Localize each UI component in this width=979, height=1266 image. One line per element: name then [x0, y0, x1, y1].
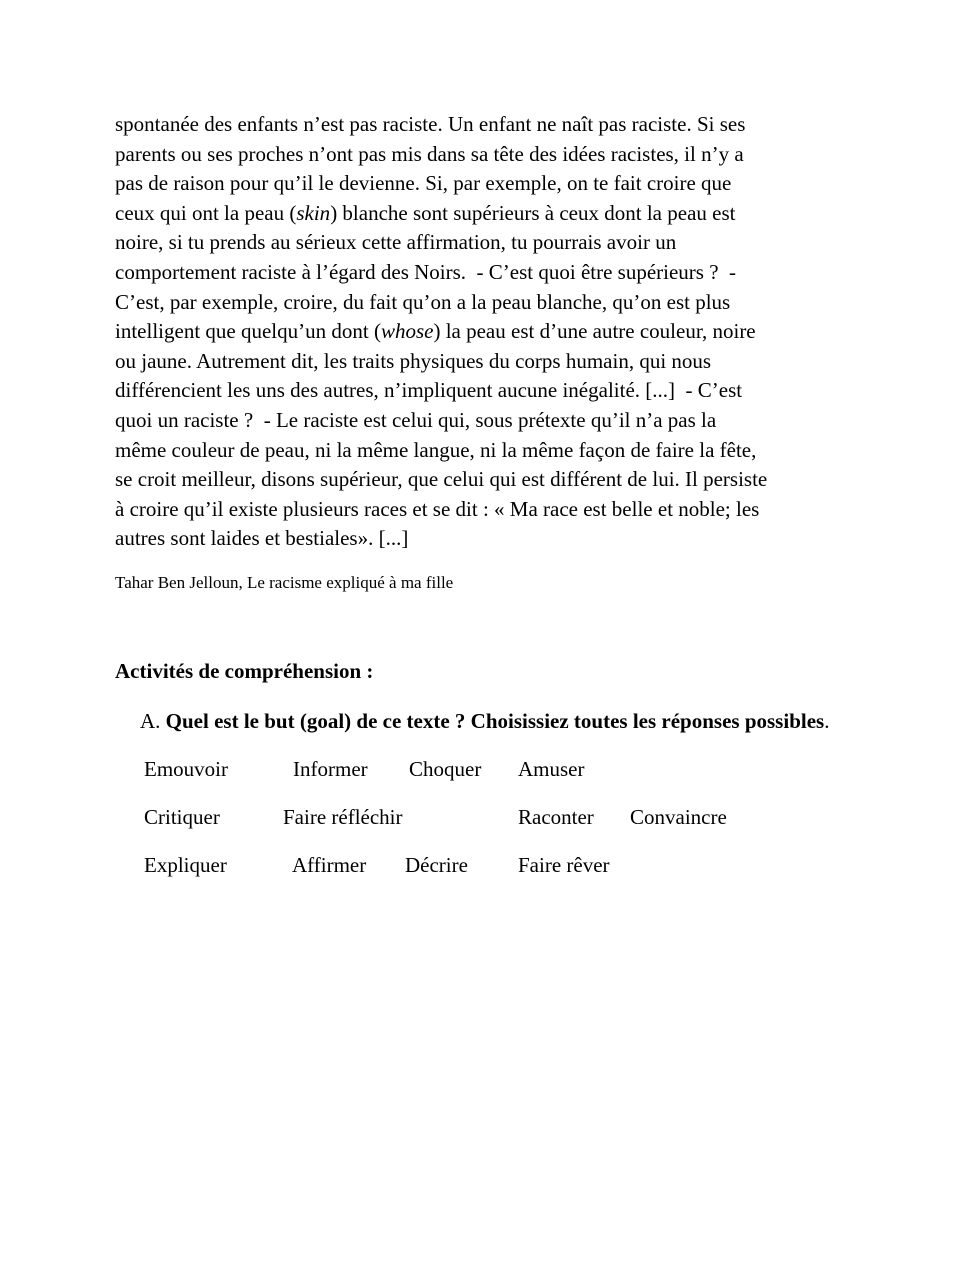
reading-passage [115, 110, 860, 554]
passage-line: spontanée des enfants n’est pas raciste. Un enfant ne naît pas raciste. Si ses [115, 112, 746, 136]
passage-line: différencient les uns des autres, n’impliquent aucune inégalité. [...] - C’est [115, 378, 743, 403]
passage-line: ou jaune. Autrement dit, les traits physiques du corps humain, qui nous [115, 348, 712, 373]
passage-line: comportement raciste à l’égard des Noirs. - C’est quoi être supérieurs ? - [115, 259, 737, 284]
option-informer: Informer [293, 756, 368, 781]
passage-line: quoi un raciste ? - Le raciste est celui qui, sous prétexte qu’il n’a pas la [115, 407, 717, 432]
page-content [115, 110, 860, 880]
passage-line: intelligent que quelqu’un dont (whose) la peau est d’une autre couleur, noire [115, 319, 756, 344]
option-expliquer: Expliquer [144, 852, 227, 877]
option-affirmer: Affirmer [292, 852, 367, 877]
passage-line: même couleur de peau, ni la même langue, ni la même façon de faire la fête, [115, 437, 757, 462]
passage-line: se croit meilleur, disons supérieur, que celui qui est différent de lui. Il persiste [115, 467, 768, 492]
passage-line: parents ou ses proches n’ont pas mis dans sa tête des idées racistes, il n’y a [115, 141, 744, 166]
options-row-1 [115, 755, 860, 784]
question-prompt: Quel est le but (goal) de ce texte ? Choisissiez toutes les réponses possibles [165, 708, 825, 733]
options-row-2 [115, 803, 860, 832]
option-decrire: Décrire [405, 852, 468, 877]
citation: Tahar Ben Jelloun, Le racisme expliqué à ma fille [115, 572, 454, 592]
option-faire-reflechir: Faire réfléchir [283, 804, 403, 829]
passage-line: à croire qu’il existe plusieurs races et se dit : « Ma race est belle et noble; les [115, 496, 760, 521]
question-a [115, 707, 860, 736]
option-emouvoir: Emouvoir [144, 756, 228, 781]
option-critiquer: Critiquer [144, 804, 220, 829]
option-choquer: Choquer [409, 756, 482, 781]
options-row-3 [115, 851, 860, 880]
option-convaincre: Convaincre [630, 804, 727, 829]
section-heading: Activités de compréhension : [115, 658, 374, 683]
option-amuser: Amuser [518, 756, 585, 781]
passage-line: ceux qui ont la peau (skin) blanche sont supérieurs à ceux dont la peau est [115, 200, 736, 225]
passage-line: autres sont laides et bestiales». [...] [115, 526, 409, 551]
passage-line: pas de raison pour qu’il le devienne. Si, par exemple, on te fait croire que [115, 171, 732, 196]
question-suffix: . [824, 708, 830, 733]
option-raconter: Raconter [518, 804, 594, 829]
question-label: A. [140, 708, 161, 733]
passage-line: noire, si tu prends au sérieux cette affirmation, tu pourrais avoir un [115, 230, 677, 255]
passage-line: C’est, par exemple, croire, du fait qu’on a la peau blanche, qu’on est plus [115, 289, 731, 314]
option-faire-rever: Faire rêver [518, 852, 610, 877]
